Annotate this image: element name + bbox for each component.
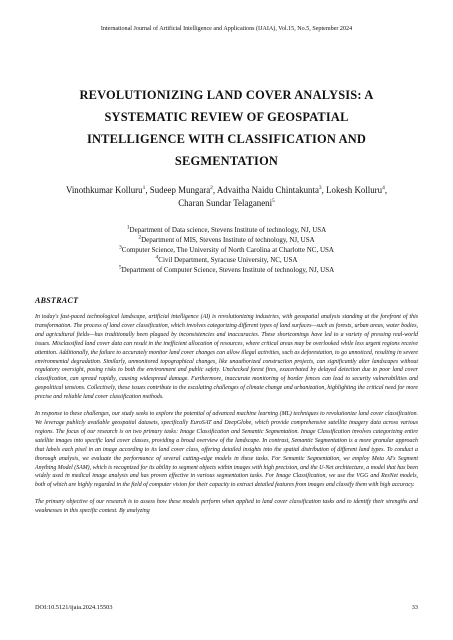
author-affil-marker: 3 — [318, 185, 322, 192]
title-line: REVOLUTIONIZING LAND COVER ANALYSIS: A — [79, 88, 374, 102]
affiliation — [50, 245, 403, 255]
title-line: SYSTEMATIC REVIEW OF GEOSPATIAL — [104, 110, 349, 124]
journal-header: International Journal of Artificial Intelligence and Applications (IJAIA), Vol.15, No.5, September 2024 — [100, 26, 353, 32]
author-affil-marker: 4 — [382, 185, 385, 192]
author-name: , Advaitha Naidu Chintakunta — [212, 185, 319, 195]
affiliation-text: Computer Science, The University of North Carolina at Charlotte NC, USA — [121, 246, 334, 255]
affiliation-text: Civil Department, Syracuse University, NC, USA — [158, 256, 298, 265]
affiliation-text: Department of Data science, Stevens Institute of technology, NJ, USA — [129, 226, 327, 234]
affiliation — [50, 255, 403, 265]
abstract-paragraph: In response to these challenges, our study seeks to explore the potential of advanced machine learning (ML) techniques to revolutionize land cover classification. We leverage publicly available geospatial datasets, specifically EuroSAT and DeepGlobe, which provide comprehensive satellite imagery data across various regions. The focus of our research is on two primary tasks: Image Classification and Semantic Segmentation. Image Classification involves categorizing entire satellite images into specific land cover classes, providing a broad overview of the landscape. In contrast, Semantic Segmentation is a more granular approach that labels each pixel in an image according to its land cover class, offering detailed insights into the spatial distribution of different land types. To conduct a thorough analysis, we evaluate the performance of several cutting-edge models in these tasks. For Semantic Segmentation, we employ Meta AI's Segment Anything Model (SAM), which is recognized for its ability to segment objects within images with high precision, and the U-Net architecture, a model that has been widely used in medical image analysis and has proven effective in various segmentation tasks. For Image Classification, we use the VGG and ResNet models, both of which are highly regarded in the field of computer vision for their capacity to extract detailed features from images and classify them with high accuracy. — [35, 411, 418, 489]
affiliation-marker: 5 — [118, 265, 122, 272]
affiliation-text: Department of Computer Science, Stevens Institute of technology, NJ, USA — [121, 266, 335, 275]
abstract-body — [35, 313, 418, 524]
author-name: , Charan Sundar Telaganeni — [178, 185, 388, 208]
paper-title — [58, 84, 395, 172]
author-affil-marker: 1 — [142, 185, 146, 192]
page-footer — [35, 604, 418, 611]
page-number: 33 — [411, 604, 418, 611]
affiliation-marker: 3 — [119, 244, 122, 251]
affiliation-marker: 1 — [126, 224, 130, 231]
affiliation — [50, 265, 403, 275]
author-affil-marker: 5 — [272, 197, 275, 204]
affiliation — [50, 235, 403, 245]
abstract-paragraph: The primary objective of our research is to assess how these models perform when applied to land cover classification tasks and to identify their strengths and weaknesses in this specific context. By analyzing — [35, 499, 418, 515]
affiliation-list — [50, 225, 403, 275]
affiliation-marker: 2 — [138, 234, 142, 241]
affiliation-marker: 4 — [155, 254, 159, 261]
author-name: Vinothkumar Kolluru — [65, 185, 143, 195]
author-list — [56, 184, 397, 209]
doi-text: DOI:10.5121/ijaia.2024.15503 — [35, 604, 113, 611]
abstract-paragraph: In today's fast-paced technological landscape, artificial intelligence (AI) is revolutionizing industries, with geospatial analysis standing at the forefront of this transformation. The process of land cover classification, which involves categorizing different types of land surfaces—such as forests, urban areas, water bodies, and agricultural fields—has traditionally been plagued by inconsistencies and inaccuracies. These shortcomings have led to a variety of pressing real-world issues. Misclassified land cover data can result in the inefficient allocation of resources, where critical areas may be overlooked while less urgent regions receive attention. Additionally, the failure to accurately monitor land cover changes can allow illegal activities, such as deforestation, to go unnoticed, resulting in severe environmental degradation. Similarly, unmonitored topographical changes, like unauthorized construction projects, can significantly alter landscapes without regulatory oversight, posing risks to both the environment and public safety. Unchecked forest fires, exacerbated by delayed detection due to poor land cover classification, can spread rapidly, causing widespread damage. Furthermore, inaccurate monitoring of border fences can lead to security vulnerabilities and geopolitical tensions. Collectively, these issues contribute to the escalating challenges of climate change and urbanization, highlighting the critical need for more precise and reliable land cover classification methods. — [35, 314, 418, 401]
affiliation-text: Department of MIS, Stevens Institute of technology, NJ, USA — [141, 236, 315, 245]
title-line: INTELLIGENCE WITH CLASSIFICATION AND — [86, 132, 367, 146]
author-name: , Sudeep Mungara — [145, 185, 211, 195]
affiliation — [50, 225, 403, 235]
abstract-heading: ABSTRACT — [35, 296, 79, 305]
author-affil-marker: 2 — [210, 185, 213, 192]
author-name: , Lokesh Kolluru — [321, 185, 383, 195]
title-line: SEGMENTATION — [174, 154, 279, 168]
